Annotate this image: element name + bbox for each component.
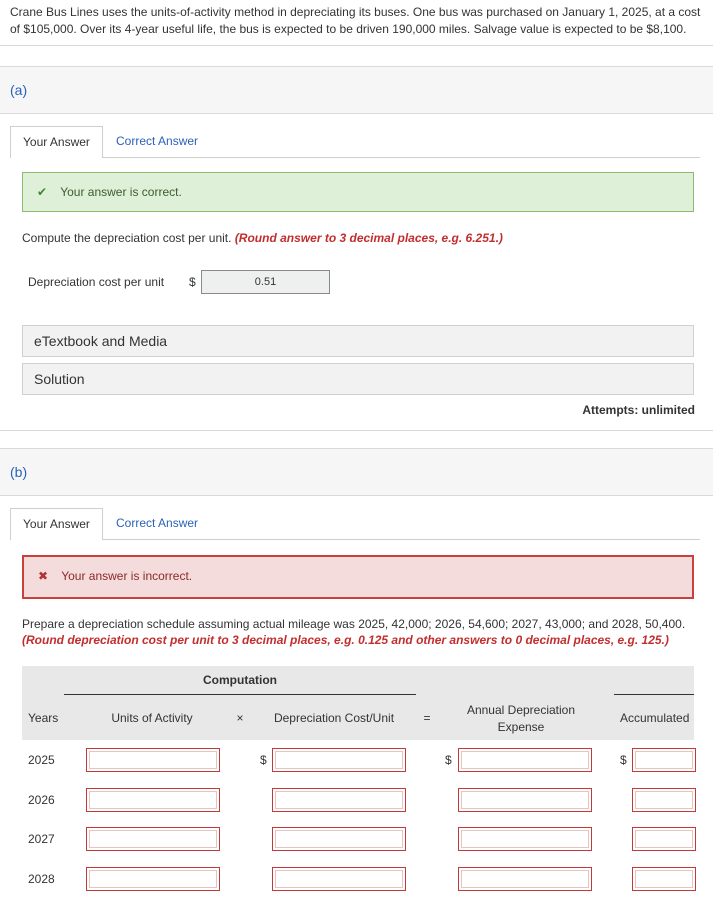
- correct-alert-text: Your answer is correct.: [60, 185, 182, 199]
- accumulated-input-2026[interactable]: [632, 788, 696, 812]
- currency-symbol: $: [189, 275, 196, 289]
- part-b-instruction: Prepare a depreciation schedule assuming actual mileage was 2025, 42,000; 2026, 54,600; 2027, 43,000; and 2028, 50,400.: [22, 617, 686, 631]
- col-years: Years: [28, 711, 59, 725]
- depreciation-cost-label: Depreciation cost per unit: [28, 275, 165, 289]
- tab-your-answer-a[interactable]: Your Answer: [10, 126, 103, 158]
- units-input-2025[interactable]: [86, 748, 220, 772]
- annual-depreciation-input-2026[interactable]: [458, 788, 592, 812]
- part-b-header: [0, 448, 713, 496]
- col-units-of-activity: Units of Activity: [111, 711, 193, 725]
- part-a-instruction: [22, 231, 503, 245]
- currency-symbol: $: [260, 753, 267, 767]
- accumulated-input-2027[interactable]: [632, 827, 696, 851]
- annual-depreciation-input-2027[interactable]: [458, 827, 592, 851]
- cost-per-unit-input-2025[interactable]: [272, 748, 406, 772]
- accumulated-input-2025[interactable]: [632, 748, 696, 772]
- col-accumulated: Accumulated: [620, 711, 690, 725]
- cost-per-unit-input-2026[interactable]: [272, 788, 406, 812]
- annual-depreciation-input-2025[interactable]: [458, 748, 592, 772]
- incorrect-alert: [22, 555, 694, 599]
- equals-operator: =: [423, 711, 431, 725]
- col-annual-depreciation: Annual Depreciation Expense: [466, 703, 576, 734]
- year-label: 2025: [28, 753, 55, 767]
- part-a-label: (a): [10, 82, 28, 98]
- annual-depreciation-input-2028[interactable]: [458, 867, 592, 891]
- currency-symbol: $: [620, 753, 627, 767]
- tab-correct-answer-a[interactable]: Correct Answer: [116, 134, 199, 148]
- year-label: 2028: [28, 872, 55, 886]
- rounding-note: (Round depreciation cost per unit to 3 decimal places, e.g. 0.125 and other answers to 0 decimal places, e.g. 125.): [22, 633, 669, 647]
- tab-correct-answer-b[interactable]: Correct Answer: [116, 516, 199, 530]
- cost-per-unit-input-2027[interactable]: [272, 827, 406, 851]
- part-a-header: [0, 66, 713, 114]
- tab-your-answer-b[interactable]: Your Answer: [10, 508, 103, 540]
- currency-symbol: $: [445, 753, 452, 767]
- times-operator: ×: [236, 711, 244, 725]
- units-input-2028[interactable]: [86, 867, 220, 891]
- accumulated-rule: [614, 694, 694, 695]
- incorrect-alert-text: Your answer is incorrect.: [61, 569, 193, 583]
- divider: [0, 430, 713, 431]
- attempts-counter: Attempts: unlimited: [582, 403, 695, 417]
- part-b-label: (b): [10, 464, 28, 480]
- etextbook-media-link[interactable]: eTextbook and Media: [22, 325, 694, 357]
- computation-header: Computation: [203, 673, 277, 687]
- units-input-2027[interactable]: [86, 827, 220, 851]
- divider: [0, 45, 713, 46]
- accumulated-input-2028[interactable]: [632, 867, 696, 891]
- correct-alert: [22, 172, 694, 212]
- check-icon: ✔: [37, 185, 48, 199]
- year-label: 2027: [28, 832, 55, 846]
- problem-statement: Crane Bus Lines uses the units-of-activity method in depreciating its buses. One bus was purchased on January 1, 2025, at a cost of $105,000. Over its 4-year useful life, the bus is expected to be driven 190,000 miles. Salvage value is expected to be $8,100.: [10, 5, 701, 36]
- cost-per-unit-input-2028[interactable]: [272, 867, 406, 891]
- x-icon: ✖: [38, 569, 49, 583]
- depreciation-cost-input[interactable]: 0.51: [201, 270, 330, 294]
- solution-link[interactable]: Solution: [22, 363, 694, 395]
- rounding-note: (Round answer to 3 decimal places, e.g. 6.251.): [234, 231, 503, 245]
- col-depreciation-cost-unit: Depreciation Cost/Unit: [273, 711, 395, 725]
- instruction-text: Compute the depreciation cost per unit.: [22, 231, 232, 245]
- computation-rule: [64, 694, 416, 695]
- year-label: 2026: [28, 793, 55, 807]
- units-input-2026[interactable]: [86, 788, 220, 812]
